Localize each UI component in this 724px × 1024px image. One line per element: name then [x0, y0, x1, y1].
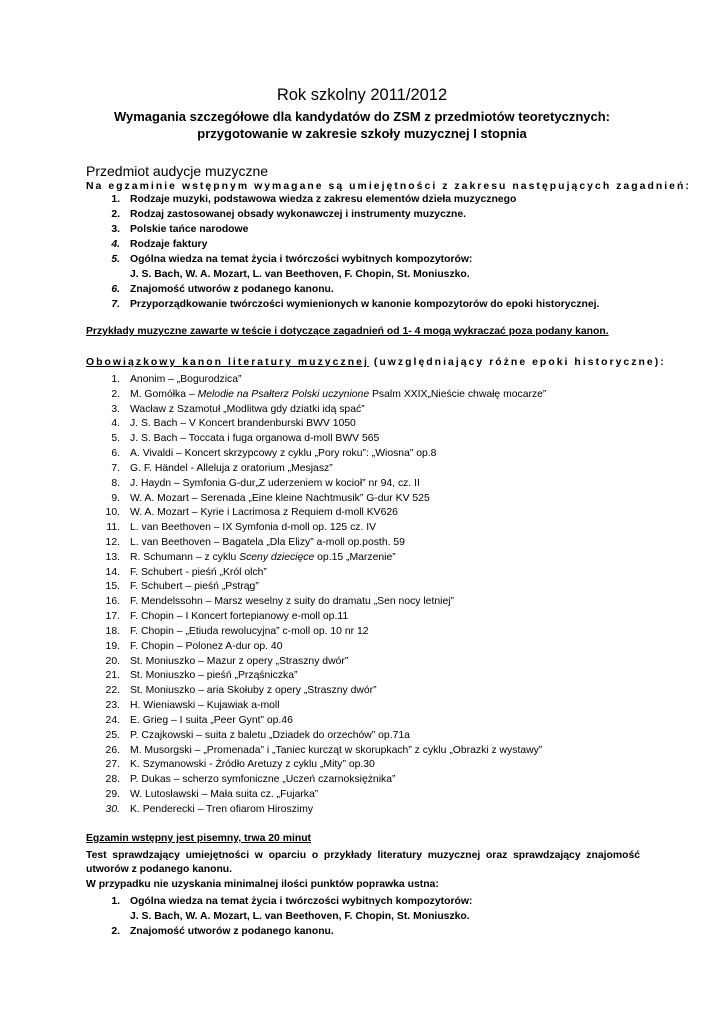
list-text	[130, 668, 297, 683]
list-number: 24.	[105, 714, 120, 726]
list-text	[130, 476, 420, 491]
list-number: 1.	[111, 194, 120, 205]
canon-item	[0, 505, 724, 520]
canon-item	[0, 476, 724, 491]
canon-item-text: F. Chopin – „Etiuda rewolucyjna” c-moll op. 10 nr 12	[130, 625, 369, 637]
canon-item	[0, 757, 724, 772]
list-number: 2.	[111, 388, 120, 400]
topic-item	[0, 282, 724, 297]
canon-item	[0, 698, 724, 713]
canon-item-text: F. Mendelssohn – Marsz weselny z suity do dramatu „Sen nocy letniej”	[130, 596, 454, 608]
list-text	[130, 772, 395, 787]
canon-item-text: E. Grieg – I suita „Peer Gynt” op.46	[130, 714, 293, 726]
list-text: J. S. Bach, W. A. Mozart, L. van Beethoven, F. Chopin, St. Moniuszko.	[130, 269, 470, 280]
canon-item-text: F. Schubert – pieśń „Pstrąg”	[130, 581, 259, 593]
canon-note: Przykłady muzyczne zawarte w teście i dotyczące zagadnień od 1- 4 mogą wykraczać poza podany kanon.	[86, 326, 609, 337]
list-text	[130, 387, 546, 402]
list-number: 7.	[111, 299, 120, 310]
canon-item-text: W. A. Mozart – Serenada „Eine kleine Nachtmusik” G-dur KV 525	[130, 492, 430, 504]
list-text	[130, 446, 436, 461]
canon-item-text: F. Schubert - pieśń „Król olch”	[130, 566, 267, 578]
list-number: 28.	[105, 774, 120, 786]
list-number: 15.	[105, 581, 120, 593]
list-number: 9.	[111, 492, 120, 504]
list-number: 18.	[105, 625, 120, 637]
list-number: 29.	[105, 788, 120, 800]
canon-item-text: op.15 „Marzenie”	[314, 551, 396, 563]
list-text	[130, 461, 333, 476]
canon-item	[0, 713, 724, 728]
section-intro: Na egzaminie wstępnym wymagane są umiejętności z zakresu następujących zagadnień:	[86, 181, 691, 192]
list-text	[130, 624, 369, 639]
canon-item	[0, 728, 724, 743]
canon-item	[0, 550, 724, 565]
list-number: 22.	[105, 685, 120, 697]
list-text	[130, 579, 259, 594]
topic-item	[0, 297, 724, 312]
canon-heading	[86, 357, 666, 368]
list-number: 19.	[105, 640, 120, 652]
list-number: 1.	[111, 374, 120, 385]
canon-item	[0, 387, 724, 402]
exam-description-line-1: Test sprawdzający umiejętności w oparciu o przykłady literatury muzycznej oraz sprawdzający znajomość	[86, 850, 640, 861]
canon-item-text: A. Vivaldi – Koncert skrzypcowy z cyklu „Pory roku”: „Wiosna” op.8	[130, 448, 437, 460]
canon-heading-rest: (uwzględniający różne epoki historyczne):	[368, 357, 666, 368]
canon-item	[0, 668, 724, 683]
list-text	[130, 654, 348, 669]
canon-item-text: Psalm XXIX„Nieście chwałę mocarze”	[369, 388, 547, 400]
exam-item	[0, 924, 724, 939]
list-text: Znajomość utworów z podanego kanonu.	[130, 284, 334, 295]
canon-item	[0, 416, 724, 431]
canon-item	[0, 743, 724, 758]
list-text	[130, 565, 267, 580]
list-number: 1.	[111, 896, 120, 907]
work-title-italic: Melodie na Psałterz Polski uczynione	[197, 388, 370, 400]
canon-item	[0, 491, 724, 506]
topic-item	[0, 207, 724, 222]
list-text	[130, 402, 365, 417]
topic-item	[0, 237, 724, 252]
canon-item-text: St. Moniuszko – aria Skołuby z opery „Straszny dwór”	[130, 685, 377, 697]
canon-item-text: W. Lutosławski – Mała suita cz. „Fujarka”	[130, 788, 319, 800]
list-text: Przyporządkowanie twórczości wymienionych w kanonie kompozytorów do epoki historycznej.	[130, 299, 600, 310]
list-number: 7.	[111, 462, 120, 474]
list-text	[130, 802, 313, 817]
list-number: 6.	[111, 448, 120, 460]
canon-item	[0, 372, 724, 387]
document-subtitle-line-1: Wymagania szczegółowe dla kandydatów do ZSM z przedmiotów teoretycznych:	[113, 109, 610, 124]
list-text	[130, 713, 293, 728]
list-text	[130, 594, 454, 609]
canon-item	[0, 772, 724, 787]
list-number: 14.	[105, 566, 120, 578]
exam-item	[0, 909, 724, 924]
canon-item-text: St. Moniuszko – Mazur z opery „Straszny dwór”	[130, 655, 349, 667]
canon-item	[0, 520, 724, 535]
canon-item-text: K. Penderecki – Tren ofiarom Hiroszimy	[130, 803, 314, 815]
canon-item	[0, 787, 724, 802]
canon-item-text: H. Wieniawski – Kujawiak a-moll	[130, 700, 280, 712]
list-number: 12.	[105, 537, 120, 549]
canon-item	[0, 579, 724, 594]
canon-item	[0, 402, 724, 417]
list-text	[130, 728, 410, 743]
document-title: Rok szkolny 2011/2012	[276, 86, 448, 104]
canon-item	[0, 535, 724, 550]
exam-fallback: W przypadku nie uzyskania minimalnej ilości punktów poprawka ustna:	[86, 879, 439, 890]
list-text	[130, 743, 542, 758]
list-text: J. S. Bach, W. A. Mozart, L. van Beethoven, F. Chopin, St. Moniuszko.	[130, 911, 470, 922]
canon-item-text: L. van Beethoven – IX Symfonia d-moll op. 125 cz. IV	[130, 522, 377, 534]
list-text: Ogólna wiedza na temat życia i twórczości wybitnych kompozytorów:	[130, 896, 473, 907]
list-text	[130, 757, 375, 772]
canon-item	[0, 802, 724, 817]
canon-item	[0, 654, 724, 669]
list-number: 5.	[111, 254, 120, 265]
canon-item-text: M. Musorgski – „Promenada” i „Taniec kurcząt w skorupkach” z cyklu „Obrazki z wystawy”	[130, 744, 543, 756]
list-number: 4.	[111, 418, 120, 430]
list-number: 6.	[111, 284, 120, 295]
list-number: 20.	[105, 655, 120, 667]
list-number: 2.	[111, 926, 120, 937]
list-text: Rodzaje faktury	[130, 239, 208, 250]
canon-item	[0, 639, 724, 654]
list-number: 3.	[111, 403, 120, 415]
list-text	[130, 698, 280, 713]
canon-item	[0, 609, 724, 624]
canon-item-text: F. Chopin – I Koncert fortepianowy e-moll op.11	[130, 611, 349, 623]
list-number: 5.	[111, 433, 120, 445]
canon-item	[0, 446, 724, 461]
list-number: 17.	[105, 611, 120, 623]
list-number: 4.	[111, 239, 120, 250]
canon-item-text: J. S. Bach – Toccata i fuga organowa d-moll BWV 565	[130, 433, 380, 445]
list-text	[130, 535, 405, 550]
topic-item	[0, 252, 724, 267]
list-text: Rodzaj zastosowanej obsady wykonawczej i instrumenty muzyczne.	[130, 209, 467, 220]
list-number: 25.	[105, 729, 120, 741]
canon-item-text: Wacław z Szamotuł „Modlitwa gdy dziatki idą spać”	[130, 403, 365, 415]
canon-item-text: F. Chopin – Polonez A-dur op. 40	[130, 640, 283, 652]
list-text: Rodzaje muzyki, podstawowa wiedza z zakresu elementów dzieła muzycznego	[130, 194, 517, 205]
document-subtitle-line-2: przygotowanie w zakresie szkoły muzycznej I stopnia	[197, 126, 527, 141]
section-heading: Przedmiot audycje muzyczne	[86, 163, 269, 179]
canon-item-text: R. Schumann – z cyklu	[130, 551, 240, 563]
canon-heading-underlined: Obowiązkowy kanon literatury muzycznej	[86, 357, 369, 368]
canon-item-text: W. A. Mozart – Kyrie i Lacrimosa z Requiem d-moll KV626	[130, 507, 398, 519]
list-text	[130, 787, 318, 802]
canon-item-text: P. Czajkowski – suita z baletu „Dziadek do orzechów” op.71a	[130, 729, 410, 741]
canon-item	[0, 594, 724, 609]
list-number: 11.	[106, 522, 120, 534]
canon-item	[0, 431, 724, 446]
canon-item-text: J. S. Bach – V Koncert brandenburski BWV 1050	[130, 418, 356, 430]
list-text	[130, 372, 241, 387]
list-number: 26.	[105, 744, 120, 756]
topic-item	[0, 267, 724, 282]
list-number: 3.	[111, 224, 120, 235]
canon-item	[0, 565, 724, 580]
list-number: 21.	[105, 670, 120, 682]
list-text	[130, 416, 356, 431]
list-text	[130, 609, 348, 624]
exam-heading: Egzamin wstępny jest pisemny, trwa 20 minut	[86, 833, 311, 844]
list-text	[130, 683, 377, 698]
canon-item	[0, 461, 724, 476]
list-number: 2.	[111, 209, 120, 220]
topic-item	[0, 192, 724, 207]
canon-item-text: G. F. Händel - Alleluja z oratorium „Mesjasz”	[130, 462, 333, 474]
canon-item-text: J. Haydn – Symfonia G-dur„Z uderzeniem w kocioł” nr 94, cz. II	[130, 477, 420, 489]
list-text	[130, 520, 376, 535]
exam-description-line-2: utworów z podanego kanonu.	[86, 864, 233, 875]
list-number: 23.	[105, 700, 120, 712]
list-text	[130, 639, 283, 654]
topic-item	[0, 222, 724, 237]
list-number: 8.	[111, 477, 120, 489]
list-number: 16.	[105, 596, 120, 608]
list-number: 13.	[105, 551, 120, 563]
list-number: 10.	[105, 507, 120, 519]
list-text	[130, 431, 379, 446]
canon-item-text: L. van Beethoven – Bagatela „Dla Elizy” a-moll op.posth. 59	[130, 537, 405, 549]
list-text: Polskie tańce narodowe	[130, 224, 249, 235]
list-text: Znajomość utworów z podanego kanonu.	[130, 926, 334, 937]
canon-item-text: M. Gomółka –	[130, 388, 198, 400]
canon-item-text: St. Moniuszko – pieśń „Prząśniczka”	[130, 670, 298, 682]
canon-item	[0, 624, 724, 639]
list-text	[130, 550, 396, 565]
canon-item	[0, 683, 724, 698]
exam-item	[0, 894, 724, 909]
list-text	[130, 505, 398, 520]
canon-item-text: Anonim – „Bogurodzica”	[130, 374, 242, 385]
canon-item-text: K. Szymanowski - Źródło Aretuzy z cyklu „Mity” op.30	[130, 759, 375, 771]
canon-item-text: P. Dukas – scherzo symfoniczne „Uczeń czarnoksiężnika”	[130, 774, 396, 786]
list-number: 30.	[105, 803, 120, 815]
list-text: Ogólna wiedza na temat życia i twórczości wybitnych kompozytorów:	[130, 254, 473, 265]
list-text	[130, 491, 430, 506]
list-number: 27.	[105, 759, 120, 771]
work-title-italic: Sceny dziecięce	[239, 551, 315, 563]
